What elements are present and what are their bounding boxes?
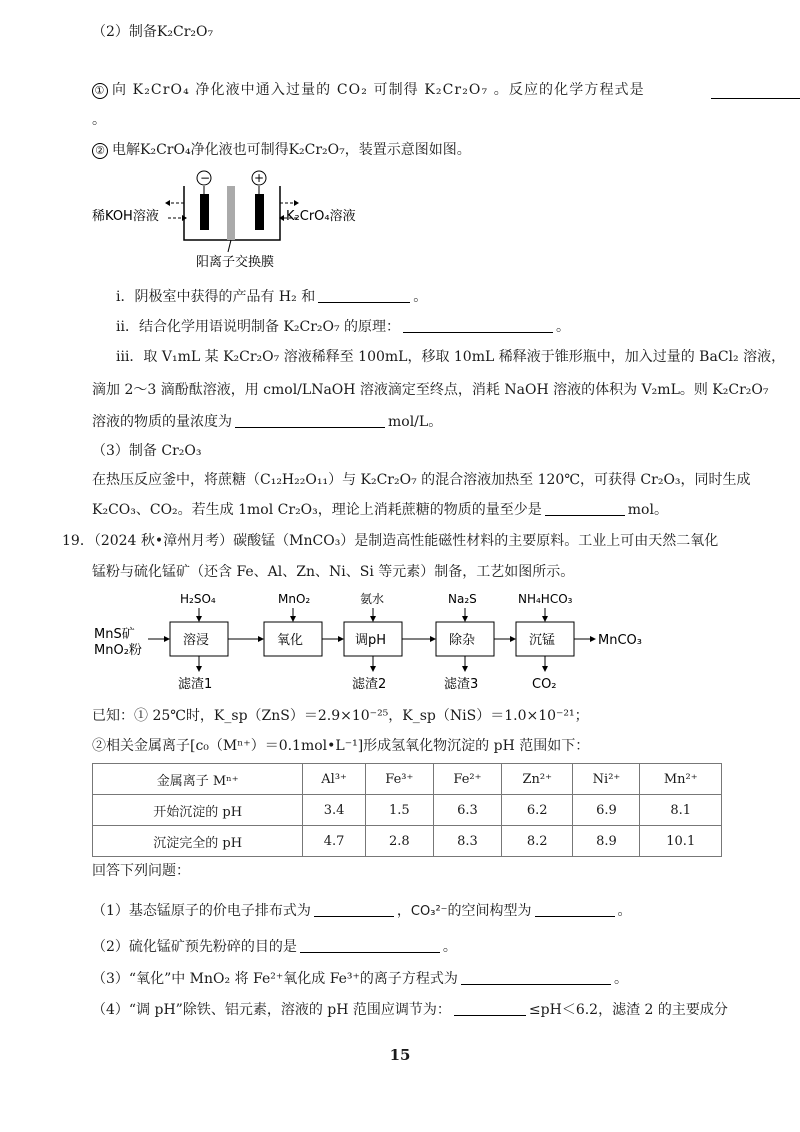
input-mns-ore: MnS矿	[94, 627, 135, 642]
answer-prompt: 回答下列问题：	[92, 863, 190, 879]
sub-question-iii-line1: ⅲ．取 V₁mL 某 K₂Cr₂O₇ 溶液稀释至 100mL，移取 10mL 稀释液于锥形瓶中，加入过量的 BaCl₂ 溶液，	[116, 349, 786, 365]
answer-blank-sucrose[interactable]	[545, 501, 625, 516]
cathode-electrode	[200, 194, 209, 230]
table-cell: 6.3	[433, 795, 501, 826]
table-header-row	[93, 764, 722, 795]
table-header-cell: Zn²⁺	[502, 764, 573, 795]
table-header-cell: Mn²⁺	[640, 764, 722, 795]
question-19-part-4: （4）“调 pH”除铁、铝元素，溶液的 pH 范围应调节为： ≤pH＜6.2，滤渣 2 的主要成分	[92, 1002, 728, 1018]
table-header-cell: Ni²⁺	[573, 764, 640, 795]
table-header-cell: Fe³⁺	[365, 764, 433, 795]
table-cell: 沉淀完全的 pH	[93, 826, 303, 857]
answer-blank-i[interactable]	[318, 288, 410, 303]
table-header-cell: 金属离子 Mⁿ⁺	[93, 764, 303, 795]
sub-question-iii-line2: 滴加 2～3 滴酚酞溶液，用 cmol/LNaOH 溶液滴定至终点，消耗 NaOH 溶液的体积为 V₂mL。则 K₂Cr₂O₇	[92, 382, 769, 398]
table-cell: 6.2	[502, 795, 573, 826]
step-mn-precipitation-label: 沉锰	[529, 633, 556, 648]
table-cell: 10.1	[640, 826, 722, 857]
answer-blank-p3[interactable]	[461, 970, 611, 985]
sub-question-i: ⅰ．阴极室中获得的产品有 H₂ 和 。	[116, 289, 428, 305]
question-19-line1: 19．（2024 秋•漳州月考）碳酸锰（MnCO₃）是制造高性能磁性材料的主要原料。工业上可由天然二氧化	[62, 533, 719, 549]
table-header-cell: Fe²⁺	[433, 764, 501, 795]
answer-blank-p2[interactable]	[300, 938, 440, 953]
step-impurity-removal-label: 除杂	[449, 633, 476, 648]
residue-1: 滤渣1	[178, 677, 213, 692]
anode-electrode	[255, 194, 264, 230]
answer-blank-iii[interactable]	[235, 413, 385, 428]
reagent-mno2: MnO₂	[278, 592, 311, 606]
question-19-part-3: （3）“氧化”中 MnO₂ 将 Fe²⁺氧化成 Fe³⁺的离子方程式为 。	[92, 971, 628, 987]
page-number: 15	[389, 1046, 411, 1064]
question-19-part-1: （1）基态锰原子的价电子排布式为 ，CO₃²⁻的空间构型为 。	[92, 903, 632, 919]
answer-blank-1[interactable]	[711, 84, 800, 99]
table-header-cell: Al³⁺	[303, 764, 365, 795]
table-cell: 8.3	[433, 826, 501, 857]
table-cell: 2.8	[365, 826, 433, 857]
sub-question-iii-line3: 溶液的物质的量浓度为 mol/L。	[92, 414, 443, 430]
item-2-text: ② 电解K₂CrO₄净化液也可制得K₂Cr₂O₇，装置示意图如图。	[92, 140, 471, 160]
table-cell: 8.1	[640, 795, 722, 826]
svg-text:+: +	[254, 171, 265, 185]
section-3-line2: K₂CO₃、CO₂。若生成 1mol Cr₂O₃，理论上消耗蔗糖的物质的量至少是 mol。	[92, 502, 668, 518]
table-cell: 3.4	[303, 795, 365, 826]
table-cell: 4.7	[303, 826, 365, 857]
step-adjust-ph-label: 调pH	[355, 633, 387, 648]
table-row	[93, 826, 722, 857]
item-1-end: 。	[92, 112, 106, 128]
diagram-right-label: K₂CrO₄溶液	[286, 209, 356, 224]
table-cell: 8.9	[573, 826, 640, 857]
cation-exchange-membrane	[227, 186, 235, 240]
answer-blank-p4[interactable]	[454, 1001, 526, 1016]
table-cell: 8.2	[502, 826, 573, 857]
known-condition-1: 已知：① 25℃时，K_sp（ZnS）＝2.9×10⁻²⁵，K_sp（NiS）＝1.0×10⁻²¹；	[92, 708, 589, 724]
precipitation-ph-table	[92, 763, 722, 857]
carbonate-ion: CO₃²⁻	[410, 904, 448, 919]
step-oxidation-label: 氧化	[277, 633, 304, 648]
answer-blank-p1a[interactable]	[314, 902, 394, 917]
residue-3: 滤渣3	[444, 677, 479, 692]
answer-blank-p1b[interactable]	[535, 902, 615, 917]
section-3-line1: 在热压反应釜中，将蔗糖（C₁₂H₂₂O₁₁）与 K₂Cr₂O₇ 的混合溶液加热至 120℃，可获得 Cr₂O₃，同时生成	[92, 472, 751, 488]
reagent-h2so4: H₂SO₄	[180, 592, 216, 606]
reagent-ammonia: 氨水	[360, 592, 385, 606]
section-2-heading: （2）制备K₂Cr₂O₇	[92, 24, 214, 40]
table-row	[93, 795, 722, 826]
membrane-label: 阳离子交换膜	[196, 255, 275, 270]
residue-2: 滤渣2	[352, 677, 387, 692]
known-condition-2: ②相关金属离子[c₀（Mⁿ⁺）＝0.1mol•L⁻¹]形成氢氧化物沉淀的 pH 范围如下：	[92, 738, 590, 754]
electrolysis-diagram	[92, 168, 412, 280]
item-1-text: ① 向 K₂CrO₄ 净化液中通入过量的 CO₂ 可制得 K₂Cr₂O₇ 。反应的化学方程式是	[92, 80, 645, 100]
byproduct-co2: CO₂	[532, 677, 557, 692]
item-1-number: ①	[92, 83, 108, 99]
process-flowchart	[90, 588, 690, 698]
reagent-na2s: Na₂S	[448, 592, 477, 606]
section-3-heading: （3）制备 Cr₂O₃	[92, 443, 202, 459]
input-mno2-powder: MnO₂粉	[94, 643, 142, 658]
svg-text:−: −	[200, 171, 211, 185]
step-leaching-label: 溶浸	[183, 633, 210, 648]
table-cell: 6.9	[573, 795, 640, 826]
product-mnco3: MnCO₃	[598, 633, 642, 648]
question-19-part-2: （2）硫化锰矿预先粉碎的目的是 。	[92, 939, 457, 955]
item-2-number: ②	[92, 143, 108, 159]
reagent-nh4hco3: NH₄HCO₃	[518, 592, 573, 606]
table-cell: 开始沉淀的 pH	[93, 795, 303, 826]
sub-question-ii: ⅱ．结合化学用语说明制备 K₂Cr₂O₇ 的原理： 。	[116, 319, 571, 335]
question-19-line2: 锰粉与硫化锰矿（还含 Fe、Al、Zn、Ni、Si 等元素）制备，工艺如图所示。	[92, 564, 575, 580]
diagram-left-label: 稀KOH溶液	[92, 209, 159, 224]
answer-blank-ii[interactable]	[403, 318, 553, 333]
table-cell: 1.5	[365, 795, 433, 826]
